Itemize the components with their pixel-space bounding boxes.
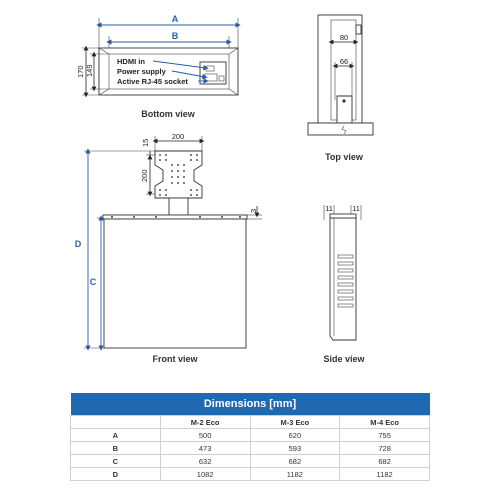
- callout-rj45-socket: Active RJ-45 socket: [117, 77, 188, 86]
- side-view: [323, 204, 365, 364]
- table-row-label: B: [71, 442, 161, 455]
- dim-label-15: 15: [141, 138, 150, 147]
- table-cell: 755: [340, 429, 430, 442]
- side-flange: [330, 214, 356, 218]
- table-cell: 1182: [340, 468, 430, 481]
- dim-label-200-width: 200: [171, 132, 185, 141]
- bottom-view: [76, 14, 238, 119]
- caption-front-view: Front view: [152, 354, 198, 364]
- caption-side-view: Side view: [323, 354, 365, 364]
- table-row: [71, 468, 430, 481]
- table-cell: 1082: [160, 468, 250, 481]
- dim-label-3: 3: [249, 208, 258, 213]
- table-cell: 1182: [250, 468, 340, 481]
- dim-label-c: C: [89, 277, 97, 287]
- dim-label-11-left: 11: [325, 204, 333, 213]
- callout-hdmi-in: HDMI in: [117, 57, 145, 66]
- cabinet-flange: [103, 215, 247, 219]
- table-cell: 473: [160, 442, 250, 455]
- table-header-cell: M-4 Eco: [340, 416, 430, 429]
- caption-top-view: Top view: [325, 152, 363, 162]
- dim-label-80: 80: [339, 33, 349, 42]
- table-header-row: [71, 416, 430, 429]
- dim-label-149: 149: [85, 64, 94, 77]
- table-cell: 593: [250, 442, 340, 455]
- table-header-cell: M-2 Eco: [160, 416, 250, 429]
- callout-power-supply: Power supply: [117, 67, 166, 76]
- table-header-cell: [71, 416, 161, 429]
- top-ceiling-cut: [308, 123, 373, 135]
- dim-label-200-height: 200: [140, 169, 149, 182]
- dim-label-a: A: [171, 14, 179, 24]
- front-cabinet: [104, 219, 246, 348]
- dim-label-170: 170: [76, 65, 85, 78]
- table-cell: 682: [340, 455, 430, 468]
- table-row-label: D: [71, 468, 161, 481]
- table-row: [71, 429, 430, 442]
- table-row-label: C: [71, 455, 161, 468]
- table-cell: 620: [250, 429, 340, 442]
- dimensions-table: [70, 393, 430, 481]
- caption-bottom-view: Bottom view: [141, 109, 195, 119]
- dim-label-11-right: 11: [352, 204, 360, 213]
- table-header-cell: M-3 Eco: [250, 416, 340, 429]
- table-title: Dimensions [mm]: [71, 393, 430, 416]
- table-row: [71, 442, 430, 455]
- dim-label-b: B: [171, 31, 179, 41]
- dim-label-d: D: [74, 239, 82, 249]
- table-cell: 632: [160, 455, 250, 468]
- table-cell: 728: [340, 442, 430, 455]
- table-row: [71, 455, 430, 468]
- table-row-label: A: [71, 429, 161, 442]
- top-view: [308, 15, 373, 162]
- top-side-tab: [356, 25, 361, 34]
- table-cell: 682: [250, 455, 340, 468]
- vesa-plate: [155, 151, 202, 198]
- dim-label-66: 66: [339, 57, 349, 66]
- front-view: [75, 132, 262, 364]
- table-cell: 500: [160, 429, 250, 442]
